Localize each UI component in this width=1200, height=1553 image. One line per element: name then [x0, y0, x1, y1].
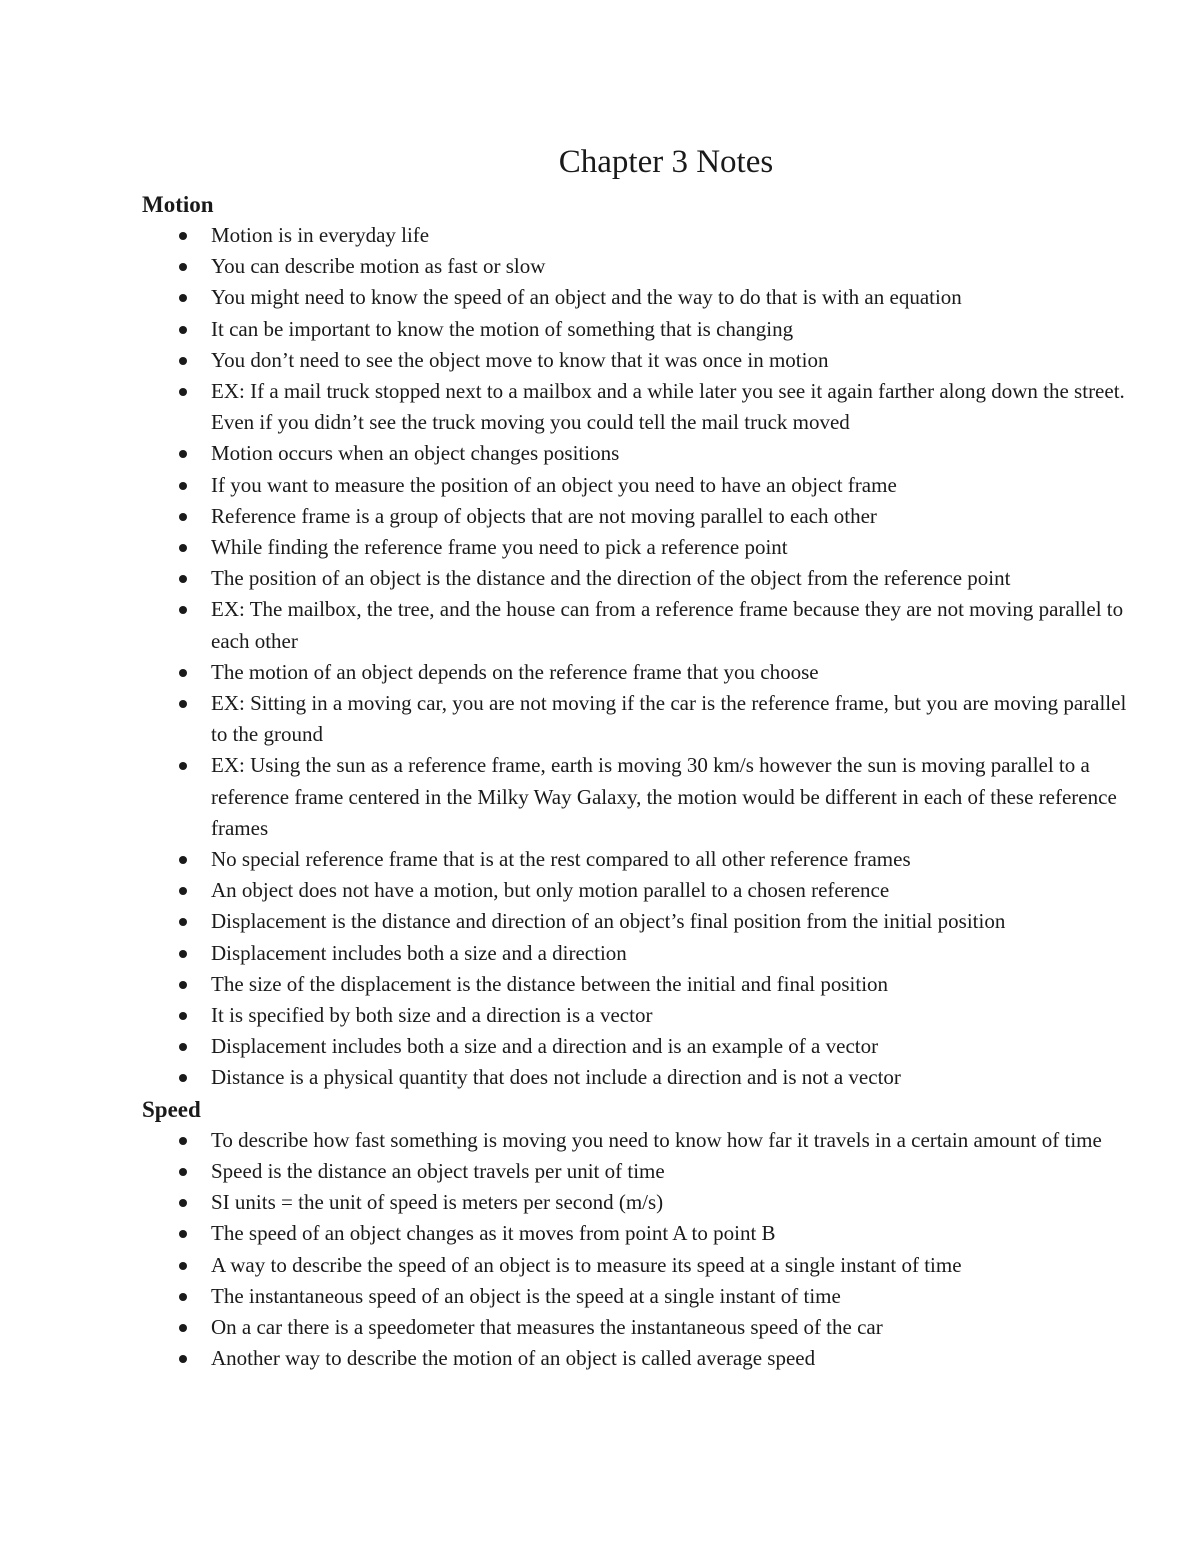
bullet-icon — [179, 700, 187, 708]
bullet-icon — [179, 606, 187, 614]
bullet-icon — [179, 263, 187, 271]
list-item-text: Motion occurs when an object changes positions — [211, 441, 620, 466]
bullet-icon — [179, 1043, 187, 1051]
bullet-icon — [179, 950, 187, 958]
list-item-text: Reference frame is a group of objects that are not moving parallel to each other — [211, 503, 877, 528]
list-item — [142, 1062, 1142, 1093]
list-item — [142, 314, 1142, 345]
list-item — [142, 1000, 1142, 1031]
list-item — [142, 875, 1142, 906]
list-item — [142, 938, 1142, 969]
section-heading-speed: Speed — [142, 1096, 201, 1122]
list-item — [142, 657, 1142, 688]
list-item-text: SI units = the unit of speed is meters per second (m/s) — [211, 1190, 664, 1215]
speed-bullet-list — [142, 1125, 1142, 1375]
list-item — [142, 1312, 1142, 1343]
bullet-icon — [179, 544, 187, 552]
list-item-text: EX: The mailbox, the tree, and the house can from a reference frame because they are not moving parallel to each other — [211, 597, 1124, 653]
bullet-icon — [179, 513, 187, 521]
notes-content — [142, 189, 1142, 1374]
list-item-text: It is specified by both size and a direction is a vector — [211, 1003, 653, 1028]
bullet-icon — [179, 450, 187, 458]
bullet-icon — [179, 1199, 187, 1207]
list-item-text: EX: Sitting in a moving car, you are not moving if the car is the reference frame, but you are moving parallel to the ground — [211, 691, 1127, 747]
list-item-text: The speed of an object changes as it moves from point A to point B — [211, 1221, 776, 1246]
list-item-text: You don’t need to see the object move to know that it was once in motion — [211, 347, 829, 372]
list-item-text: It can be important to know the motion of something that is changing — [211, 316, 794, 341]
list-item — [142, 345, 1142, 376]
list-item — [142, 1250, 1142, 1281]
list-item-text: Another way to describe the motion of an object is called average speed — [211, 1346, 816, 1371]
page-title: Chapter 3 Notes — [558, 144, 774, 180]
bullet-icon — [179, 357, 187, 365]
bullet-icon — [179, 326, 187, 334]
section-motion — [142, 189, 1142, 1094]
list-item — [142, 844, 1142, 875]
list-item-text: The size of the displacement is the distance between the initial and final position — [211, 971, 889, 996]
bullet-icon — [179, 1012, 187, 1020]
bullet-icon — [179, 1074, 187, 1082]
list-item-text: Displacement is the distance and direction of an object’s final position from the initial position — [211, 909, 1006, 934]
bullet-icon — [179, 1230, 187, 1238]
list-item-text: EX: If a mail truck stopped next to a mailbox and a while later you see it again farther along down the street. Even if you didn’t see the truck moving you could tell the mail truck moved — [211, 379, 1125, 435]
list-item — [142, 1125, 1142, 1156]
list-item-text: If you want to measure the position of an object you need to have an object frame — [211, 472, 897, 497]
list-item — [142, 1187, 1142, 1218]
list-item — [142, 563, 1142, 594]
bullet-icon — [179, 762, 187, 770]
list-item-text: Distance is a physical quantity that does not include a direction and is not a vector — [211, 1065, 901, 1090]
list-item — [142, 251, 1142, 282]
list-item — [142, 594, 1142, 656]
bullet-icon — [179, 918, 187, 926]
list-item-text: The motion of an object depends on the reference frame that you choose — [211, 659, 819, 684]
list-item-text: Displacement includes both a size and a direction and is an example of a vector — [211, 1034, 879, 1059]
list-item-text: An object does not have a motion, but only motion parallel to a chosen reference — [211, 878, 890, 903]
bullet-icon — [179, 1324, 187, 1332]
list-item-text: To describe how fast something is moving you need to know how far it travels in a certain amount of time — [211, 1127, 1102, 1152]
list-item — [142, 969, 1142, 1000]
bullet-icon — [179, 232, 187, 240]
list-item-text: EX: Using the sun as a reference frame, earth is moving 30 km/s however the sun is moving parallel to a reference frame centered in the Milky Way Galaxy, the motion would be different in each of these reference frames — [211, 753, 1117, 840]
bullet-icon — [179, 482, 187, 490]
bullet-icon — [179, 1262, 187, 1270]
list-item-text: The instantaneous speed of an object is the speed at a single instant of time — [211, 1283, 841, 1308]
list-item — [142, 1156, 1142, 1187]
list-item-text: Displacement includes both a size and a direction — [211, 940, 627, 965]
bullet-icon — [179, 669, 187, 677]
bullet-icon — [179, 1168, 187, 1176]
list-item — [142, 470, 1142, 501]
section-speed — [142, 1094, 1142, 1375]
list-item — [142, 376, 1142, 438]
list-item-text: A way to describe the speed of an object is to measure its speed at a single instant of time — [211, 1252, 962, 1277]
list-item — [142, 438, 1142, 469]
bullet-icon — [179, 1137, 187, 1145]
list-item — [142, 220, 1142, 251]
list-item-text: The position of an object is the distance and the direction of the object from the reference point — [211, 566, 1011, 591]
bullet-icon — [179, 981, 187, 989]
list-item — [142, 532, 1142, 563]
list-item — [142, 1031, 1142, 1062]
bullet-icon — [179, 575, 187, 583]
bullet-icon — [179, 887, 187, 895]
bullet-icon — [179, 1293, 187, 1301]
list-item-text: You can describe motion as fast or slow — [211, 254, 546, 279]
list-item — [142, 282, 1142, 313]
list-item — [142, 1218, 1142, 1249]
list-item-text: On a car there is a speedometer that measures the instantaneous speed of the car — [211, 1314, 883, 1339]
motion-bullet-list — [142, 220, 1142, 1094]
bullet-icon — [179, 388, 187, 396]
bullet-icon — [179, 1355, 187, 1363]
list-item — [142, 906, 1142, 937]
list-item — [142, 1343, 1142, 1374]
section-heading-motion: Motion — [142, 192, 214, 217]
list-item — [142, 1281, 1142, 1312]
list-item — [142, 688, 1142, 750]
list-item — [142, 501, 1142, 532]
list-item-text: Speed is the distance an object travels per unit of time — [211, 1158, 665, 1183]
list-item-text: You might need to know the speed of an object and the way to do that is with an equation — [211, 285, 962, 310]
list-item-text: No special reference frame that is at the rest compared to all other reference frames — [211, 847, 911, 872]
list-item — [142, 750, 1142, 844]
list-item-text: Motion is in everyday life — [211, 223, 430, 247]
list-item-text: While finding the reference frame you need to pick a reference point — [211, 535, 788, 560]
bullet-icon — [179, 294, 187, 302]
bullet-icon — [179, 856, 187, 864]
